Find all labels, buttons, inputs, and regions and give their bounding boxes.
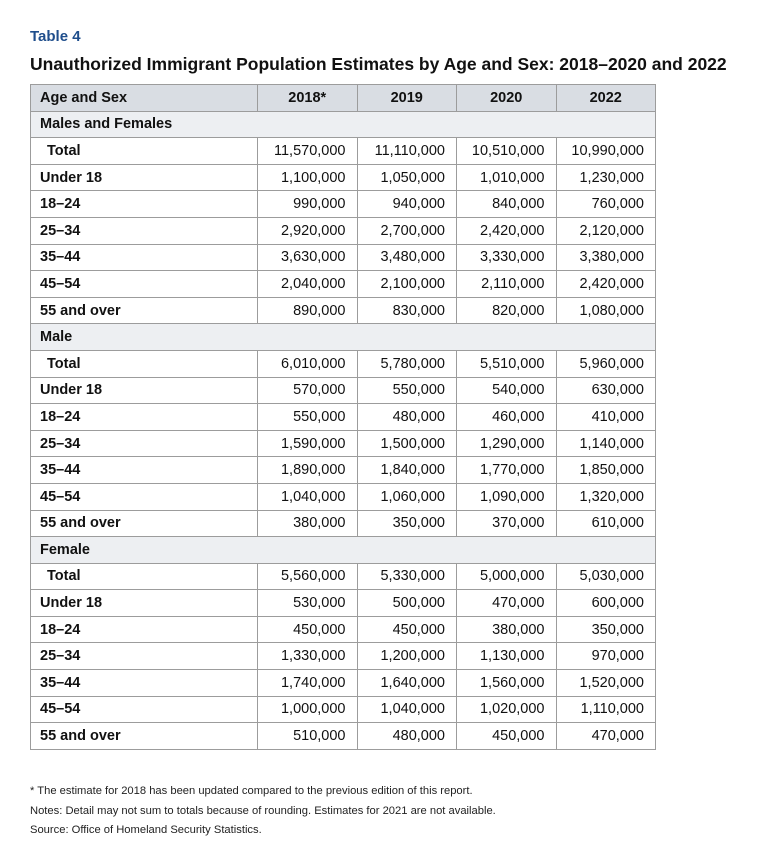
table-cell: 10,510,000 bbox=[457, 138, 557, 165]
table-cell: 1,890,000 bbox=[258, 457, 358, 484]
table-cell: 2,040,000 bbox=[258, 271, 358, 298]
table-cell: 1,590,000 bbox=[258, 430, 358, 457]
table-cell: 2,920,000 bbox=[258, 217, 358, 244]
table-cell: 3,330,000 bbox=[457, 244, 557, 271]
table-cell: 460,000 bbox=[457, 404, 557, 431]
table-cell: 830,000 bbox=[357, 297, 457, 324]
table-row bbox=[31, 563, 656, 590]
row-label: 25–34 bbox=[31, 643, 258, 670]
table-cell: 530,000 bbox=[258, 590, 358, 617]
table-cell: 510,000 bbox=[258, 723, 358, 750]
table-cell: 2,420,000 bbox=[556, 271, 656, 298]
table-row bbox=[31, 350, 656, 377]
table-row bbox=[31, 457, 656, 484]
footnote-asterisk: * The estimate for 2018 has been updated compared to the previous edition of this report. bbox=[30, 785, 473, 797]
table-row bbox=[31, 616, 656, 643]
row-label: 25–34 bbox=[31, 217, 258, 244]
table-cell: 350,000 bbox=[556, 616, 656, 643]
table-cell: 1,090,000 bbox=[457, 483, 557, 510]
table-cell: 2,100,000 bbox=[357, 271, 457, 298]
column-header-year: 2022 bbox=[556, 85, 656, 112]
table-cell: 1,110,000 bbox=[556, 696, 656, 723]
table-cell: 2,120,000 bbox=[556, 217, 656, 244]
table-cell: 1,010,000 bbox=[457, 164, 557, 191]
table-row bbox=[31, 271, 656, 298]
table-cell: 500,000 bbox=[357, 590, 457, 617]
table-cell: 1,140,000 bbox=[556, 430, 656, 457]
row-label: Under 18 bbox=[31, 164, 258, 191]
table-cell: 1,640,000 bbox=[357, 670, 457, 697]
section-header-row bbox=[31, 537, 656, 564]
table-cell: 1,500,000 bbox=[357, 430, 457, 457]
table-cell: 570,000 bbox=[258, 377, 358, 404]
row-label: Under 18 bbox=[31, 377, 258, 404]
table-row bbox=[31, 510, 656, 537]
table-cell: 470,000 bbox=[457, 590, 557, 617]
table-cell: 630,000 bbox=[556, 377, 656, 404]
table-cell: 1,060,000 bbox=[357, 483, 457, 510]
table-cell: 5,560,000 bbox=[258, 563, 358, 590]
column-header-year: 2020 bbox=[457, 85, 557, 112]
table-cell: 610,000 bbox=[556, 510, 656, 537]
section-label: Female bbox=[31, 537, 656, 564]
table-cell: 1,040,000 bbox=[357, 696, 457, 723]
table-cell: 1,020,000 bbox=[457, 696, 557, 723]
table-cell: 5,330,000 bbox=[357, 563, 457, 590]
table-row bbox=[31, 404, 656, 431]
table-cell: 1,290,000 bbox=[457, 430, 557, 457]
table-cell: 2,420,000 bbox=[457, 217, 557, 244]
table-row bbox=[31, 244, 656, 271]
table-cell: 370,000 bbox=[457, 510, 557, 537]
table-cell: 1,330,000 bbox=[258, 643, 358, 670]
table-cell: 990,000 bbox=[258, 191, 358, 218]
table-row bbox=[31, 723, 656, 750]
table-cell: 760,000 bbox=[556, 191, 656, 218]
table-cell: 1,100,000 bbox=[258, 164, 358, 191]
table-cell: 3,630,000 bbox=[258, 244, 358, 271]
table-cell: 550,000 bbox=[357, 377, 457, 404]
row-label: 55 and over bbox=[31, 723, 258, 750]
table-cell: 1,850,000 bbox=[556, 457, 656, 484]
row-label: 45–54 bbox=[31, 271, 258, 298]
section-label: Males and Females bbox=[31, 111, 656, 138]
table-row bbox=[31, 217, 656, 244]
table-cell: 5,030,000 bbox=[556, 563, 656, 590]
table-cell: 1,740,000 bbox=[258, 670, 358, 697]
table-cell: 450,000 bbox=[357, 616, 457, 643]
table-cell: 11,570,000 bbox=[258, 138, 358, 165]
table-cell: 970,000 bbox=[556, 643, 656, 670]
table-cell: 1,000,000 bbox=[258, 696, 358, 723]
table-cell: 350,000 bbox=[357, 510, 457, 537]
table-cell: 2,110,000 bbox=[457, 271, 557, 298]
table-cell: 450,000 bbox=[457, 723, 557, 750]
table-cell: 890,000 bbox=[258, 297, 358, 324]
table-row bbox=[31, 138, 656, 165]
table-cell: 1,770,000 bbox=[457, 457, 557, 484]
table-cell: 1,230,000 bbox=[556, 164, 656, 191]
table-cell: 1,130,000 bbox=[457, 643, 557, 670]
table-cell: 540,000 bbox=[457, 377, 557, 404]
table-number-label: Table 4 bbox=[30, 28, 81, 45]
table-cell: 5,510,000 bbox=[457, 350, 557, 377]
table-cell: 10,990,000 bbox=[556, 138, 656, 165]
column-header-year: 2019 bbox=[357, 85, 457, 112]
row-label: 55 and over bbox=[31, 297, 258, 324]
table-cell: 3,480,000 bbox=[357, 244, 457, 271]
table-cell: 1,560,000 bbox=[457, 670, 557, 697]
table-cell: 1,050,000 bbox=[357, 164, 457, 191]
row-label: 45–54 bbox=[31, 483, 258, 510]
column-header-age-and-sex: Age and Sex bbox=[31, 85, 258, 112]
table-cell: 3,380,000 bbox=[556, 244, 656, 271]
row-label: 35–44 bbox=[31, 457, 258, 484]
table-cell: 840,000 bbox=[457, 191, 557, 218]
table-row bbox=[31, 164, 656, 191]
table-cell: 480,000 bbox=[357, 404, 457, 431]
table-row bbox=[31, 670, 656, 697]
table-cell: 1,520,000 bbox=[556, 670, 656, 697]
table-cell: 470,000 bbox=[556, 723, 656, 750]
table-row bbox=[31, 590, 656, 617]
table-cell: 600,000 bbox=[556, 590, 656, 617]
table-row bbox=[31, 643, 656, 670]
section-header-row bbox=[31, 324, 656, 351]
row-label: 18–24 bbox=[31, 616, 258, 643]
table-cell: 1,040,000 bbox=[258, 483, 358, 510]
row-label: 55 and over bbox=[31, 510, 258, 537]
footnote-notes: Notes: Detail may not sum to totals because of rounding. Estimates for 2021 are not available. bbox=[30, 804, 496, 817]
table-cell: 480,000 bbox=[357, 723, 457, 750]
table-row bbox=[31, 430, 656, 457]
table-cell: 450,000 bbox=[258, 616, 358, 643]
row-label: 25–34 bbox=[31, 430, 258, 457]
table-cell: 5,960,000 bbox=[556, 350, 656, 377]
row-label: Under 18 bbox=[31, 590, 258, 617]
table-cell: 1,840,000 bbox=[357, 457, 457, 484]
table-row bbox=[31, 297, 656, 324]
row-label: 18–24 bbox=[31, 404, 258, 431]
row-label: 35–44 bbox=[31, 670, 258, 697]
table-cell: 5,780,000 bbox=[357, 350, 457, 377]
table-cell: 1,320,000 bbox=[556, 483, 656, 510]
row-label: Total bbox=[31, 350, 258, 377]
footnotes bbox=[30, 782, 496, 841]
table-cell: 11,110,000 bbox=[357, 138, 457, 165]
table-cell: 380,000 bbox=[258, 510, 358, 537]
row-label: Total bbox=[31, 138, 258, 165]
row-label: 45–54 bbox=[31, 696, 258, 723]
population-table bbox=[30, 84, 656, 750]
header-row bbox=[31, 85, 656, 112]
table-title: Unauthorized Immigrant Population Estimates by Age and Sex: 2018–2020 and 2022 bbox=[30, 54, 727, 74]
section-label: Male bbox=[31, 324, 656, 351]
table-cell: 940,000 bbox=[357, 191, 457, 218]
table-row bbox=[31, 696, 656, 723]
table-cell: 1,200,000 bbox=[357, 643, 457, 670]
section-header-row bbox=[31, 111, 656, 138]
table-cell: 5,000,000 bbox=[457, 563, 557, 590]
column-header-year: 2018* bbox=[258, 85, 358, 112]
table-cell: 2,700,000 bbox=[357, 217, 457, 244]
row-label: 35–44 bbox=[31, 244, 258, 271]
table-cell: 410,000 bbox=[556, 404, 656, 431]
table-row bbox=[31, 191, 656, 218]
table-cell: 6,010,000 bbox=[258, 350, 358, 377]
table-row bbox=[31, 483, 656, 510]
table-cell: 820,000 bbox=[457, 297, 557, 324]
table-cell: 380,000 bbox=[457, 616, 557, 643]
table-cell: 1,080,000 bbox=[556, 297, 656, 324]
table-body bbox=[31, 111, 656, 749]
row-label: 18–24 bbox=[31, 191, 258, 218]
footnote-source: Source: Office of Homeland Security Statistics. bbox=[30, 824, 262, 836]
table-row bbox=[31, 377, 656, 404]
table-cell: 550,000 bbox=[258, 404, 358, 431]
row-label: Total bbox=[31, 563, 258, 590]
